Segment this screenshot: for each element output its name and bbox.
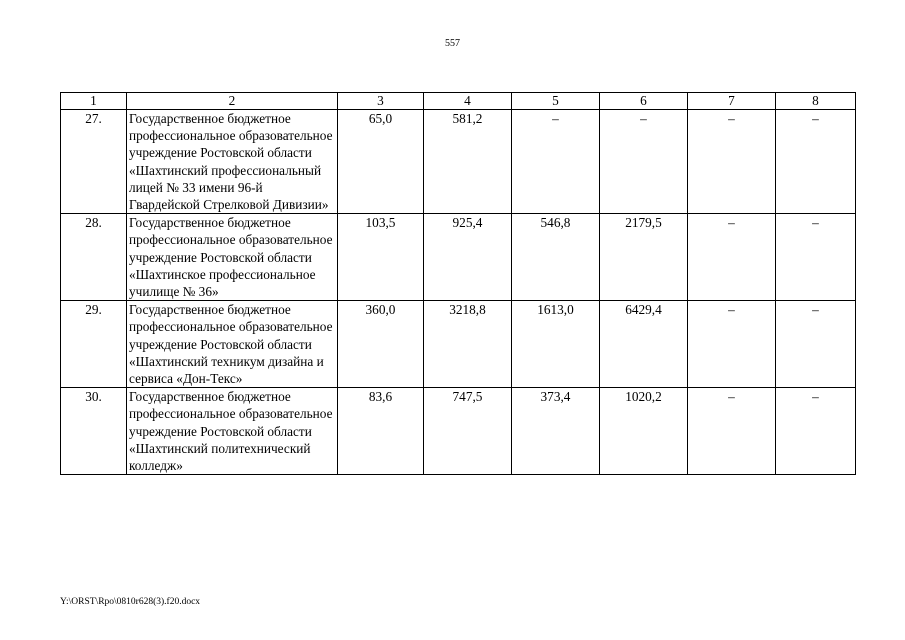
cell-col-5: 546,8 bbox=[512, 214, 600, 301]
cell-col-4: 581,2 bbox=[424, 110, 512, 214]
data-table bbox=[60, 92, 856, 475]
cell-col-7: – bbox=[688, 301, 776, 388]
cell-col-7: – bbox=[688, 214, 776, 301]
cell-col-8: – bbox=[776, 388, 856, 475]
cell-col-8: – bbox=[776, 301, 856, 388]
cell-col-6: – bbox=[600, 110, 688, 214]
cell-col-4: 747,5 bbox=[424, 388, 512, 475]
header-col-6: 6 bbox=[600, 93, 688, 110]
footer-file-path: Y:\ORST\Rpo\0810r628(3).f20.docx bbox=[60, 597, 201, 607]
cell-col-8: – bbox=[776, 214, 856, 301]
cell-col-7: – bbox=[688, 110, 776, 214]
header-col-3: 3 bbox=[338, 93, 424, 110]
table-row bbox=[61, 110, 856, 214]
table-row bbox=[61, 301, 856, 388]
cell-col-6: 1020,2 bbox=[600, 388, 688, 475]
header-col-1: 1 bbox=[61, 93, 127, 110]
cell-col-6: 2179,5 bbox=[600, 214, 688, 301]
cell-col-8: – bbox=[776, 110, 856, 214]
cell-col-4: 925,4 bbox=[424, 214, 512, 301]
header-col-2: 2 bbox=[127, 93, 338, 110]
cell-col-5: 1613,0 bbox=[512, 301, 600, 388]
header-row bbox=[61, 93, 856, 110]
cell-col-3: 83,6 bbox=[338, 388, 424, 475]
row-number: 29. bbox=[61, 301, 127, 388]
cell-col-3: 65,0 bbox=[338, 110, 424, 214]
row-number: 28. bbox=[61, 214, 127, 301]
cell-col-3: 103,5 bbox=[338, 214, 424, 301]
institution-name: Государственное бюджетное профессиональное образовательное учреждение Ростовской области «Шахтинский политехнический колледж» bbox=[127, 388, 338, 475]
header-col-7: 7 bbox=[688, 93, 776, 110]
table-body bbox=[61, 110, 856, 475]
cell-col-5: 373,4 bbox=[512, 388, 600, 475]
header-col-5: 5 bbox=[512, 93, 600, 110]
table-header bbox=[61, 93, 856, 110]
row-number: 27. bbox=[61, 110, 127, 214]
header-col-8: 8 bbox=[776, 93, 856, 110]
cell-col-4: 3218,8 bbox=[424, 301, 512, 388]
table-row bbox=[61, 388, 856, 475]
row-number: 30. bbox=[61, 388, 127, 475]
institution-name: Государственное бюджетное профессиональное образовательное учреждение Ростовской области «Шахтинский профессиональный лицей № 33 имени 96-й Гвардейской Стрелковой Дивизии» bbox=[127, 110, 338, 214]
cell-col-5: – bbox=[512, 110, 600, 214]
cell-col-7: – bbox=[688, 388, 776, 475]
cell-col-3: 360,0 bbox=[338, 301, 424, 388]
cell-col-6: 6429,4 bbox=[600, 301, 688, 388]
institution-name: Государственное бюджетное профессиональное образовательное учреждение Ростовской области «Шахтинское профессиональное училище № 36» bbox=[127, 214, 338, 301]
page-number: 557 bbox=[445, 38, 460, 49]
header-col-4: 4 bbox=[424, 93, 512, 110]
table-row bbox=[61, 214, 856, 301]
institution-name: Государственное бюджетное профессиональное образовательное учреждение Ростовской области «Шахтинский техникум дизайна и сервиса «Дон-Текс» bbox=[127, 301, 338, 388]
